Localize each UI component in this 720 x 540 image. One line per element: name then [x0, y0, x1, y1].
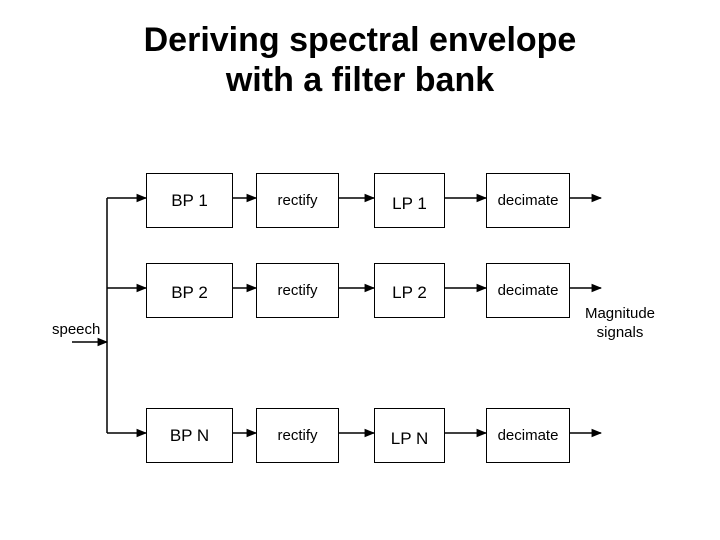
rectify-2-label: rectify	[277, 282, 318, 299]
output-label-line-2: signals	[596, 324, 644, 341]
lp-filter-2	[374, 263, 445, 318]
bp-filter-n-label: BP N	[169, 425, 210, 445]
output-label-line-1: Magnitude	[584, 305, 656, 322]
title-line-2: with a filter bank	[225, 61, 495, 99]
decimate-2	[486, 263, 570, 318]
rectify-1	[256, 173, 339, 228]
lp-filter-2-label: LP 2	[392, 282, 427, 302]
speech-input-label: speech	[52, 321, 101, 338]
decimate-n	[486, 408, 570, 463]
title-line-1: Deriving spectral envelope	[143, 21, 577, 59]
lp-filter-1-label: LP 1	[392, 193, 427, 213]
rectify-2	[256, 263, 339, 318]
rectify-1-label: rectify	[277, 192, 318, 209]
decimate-1-label: decimate	[497, 192, 559, 209]
decimate-2-label: decimate	[497, 282, 559, 299]
lp-filter-n-label: LP N	[390, 428, 429, 448]
lp-filter-1	[374, 173, 445, 228]
decimate-1	[486, 173, 570, 228]
magnitude-signals-label	[570, 304, 670, 342]
lp-filter-n	[374, 408, 445, 463]
rectify-n	[256, 408, 339, 463]
bp-filter-2	[146, 263, 233, 318]
rectify-n-label: rectify	[277, 427, 318, 444]
bp-filter-n	[146, 408, 233, 463]
bp-filter-1	[146, 173, 233, 228]
bp-filter-1-label: BP 1	[171, 190, 208, 210]
decimate-n-label: decimate	[497, 427, 559, 444]
bp-filter-2-label: BP 2	[171, 282, 208, 302]
